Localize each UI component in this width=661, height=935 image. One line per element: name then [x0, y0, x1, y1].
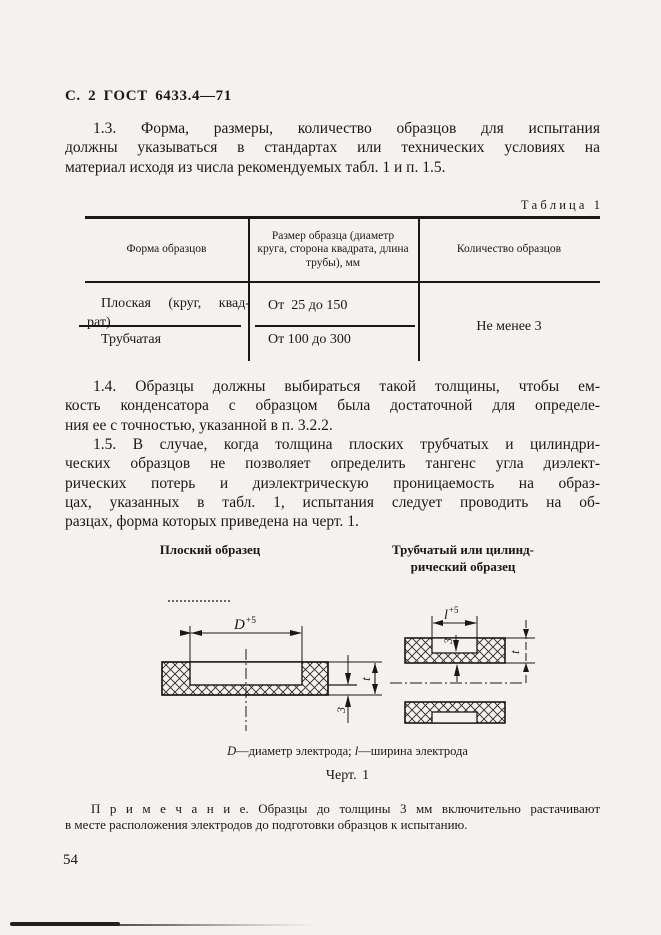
page-header: С. 2 ГОСТ 6433.4—71	[65, 88, 232, 104]
paragraph-line: 1.5. В случае, когда толщина плоских трубчатых и цилиндри-	[93, 436, 600, 453]
arrowhead	[523, 663, 529, 672]
paragraph-line: цах, указанных в табл. 1, испытания следует проводить на об-	[65, 493, 600, 511]
figure-number: Черт. 1	[325, 768, 370, 783]
paragraph-line: материал исходя из числа рекомендуемых табл. 1 и п. 1.5.	[65, 158, 446, 176]
flat-specimen-label: Плоский образец	[159, 542, 261, 557]
figure-caption	[95, 744, 600, 759]
caption-text: —ширина электрода	[358, 744, 468, 758]
dimension-label-D: $D^{+5}$	[234, 616, 256, 633]
paragraph-line: ческих образцов не позволяет определить тангенс угла диэлект-	[65, 455, 600, 473]
caption-symbol-l: l	[354, 744, 359, 758]
arrowhead	[372, 663, 378, 673]
table-row: Трубчатая	[101, 332, 162, 347]
scan-artifact-line-fade	[60, 924, 315, 926]
tubular-specimen-label	[378, 542, 548, 575]
arrowhead	[433, 620, 443, 626]
dimension-label-3: 3	[441, 638, 455, 644]
paragraph-1-4	[65, 377, 600, 435]
dimension-label-t: t	[358, 677, 373, 681]
table-header-divider	[85, 281, 600, 283]
paragraph-1-5	[65, 435, 600, 531]
tubular-specimen-drawing	[385, 593, 545, 743]
note-line: в месте расположения электродов до подготовки образцов к испытанию.	[65, 816, 468, 832]
page-number: 54	[63, 852, 78, 868]
dimension-label-l: $l^{+5}$	[444, 605, 459, 623]
arrowhead	[191, 630, 202, 636]
form-cell-line: Плоская (круг, квад-	[101, 296, 250, 311]
table-label: Т а б л и ц а 1	[520, 198, 600, 212]
dimension-label-3: 3	[334, 707, 348, 713]
paragraph-line: 1.3. Форма, размеры, количество образцов для испытания	[93, 120, 600, 137]
column-header-size: Размер образца (диаметр круга, сторона квадрата, длина трубы), мм	[257, 229, 409, 269]
caption-text: —диаметр электрода;	[236, 744, 355, 758]
form-cell-line: рат)	[87, 314, 111, 330]
electrode-recess-bottom	[432, 712, 477, 723]
paragraph-1-3	[65, 119, 600, 177]
paragraph-line: рических потерь и диэлектрическую проницаемость на образ-	[65, 474, 600, 492]
table-row-divider	[255, 325, 415, 327]
quantity-merged-cell: Не менее 3	[476, 319, 542, 334]
size-cell: От 100 до 300	[268, 332, 351, 347]
note-paragraph	[65, 801, 600, 832]
arrowhead	[372, 684, 378, 694]
note-line: П р и м е ч а н и е. Образцы до толщины 3 мм включительно растачивают	[91, 801, 600, 816]
column-header-quantity: Количество образцов	[456, 243, 562, 256]
arrowhead	[523, 629, 529, 638]
table-row	[87, 295, 250, 332]
specimen-table	[85, 216, 600, 361]
caption-symbol-D: D	[227, 744, 237, 758]
label-line: Трубчатый или цилинд-	[391, 542, 535, 557]
paragraph-line: кость конденсатора с образцом была достаточной для определе-	[65, 397, 600, 415]
label-line: рический образец	[410, 558, 516, 574]
paragraph-line: ния ее с точностью, указанной в п. 3.2.2.	[65, 416, 333, 434]
flat-specimen-drawing	[130, 593, 400, 743]
paragraph-line: 1.4. Образцы должны выбираться такой толщины, чтобы ем-	[93, 378, 600, 395]
dimension-label-t: t	[507, 650, 522, 654]
column-header-form: Форма образцов	[126, 243, 207, 256]
paragraph-line: должны указываться в стандартах или технических условиях на	[65, 139, 600, 157]
size-cell: От 25 до 150	[268, 298, 348, 313]
paragraph-line: разцах, форма которых приведена на черт. 1.	[65, 513, 359, 531]
